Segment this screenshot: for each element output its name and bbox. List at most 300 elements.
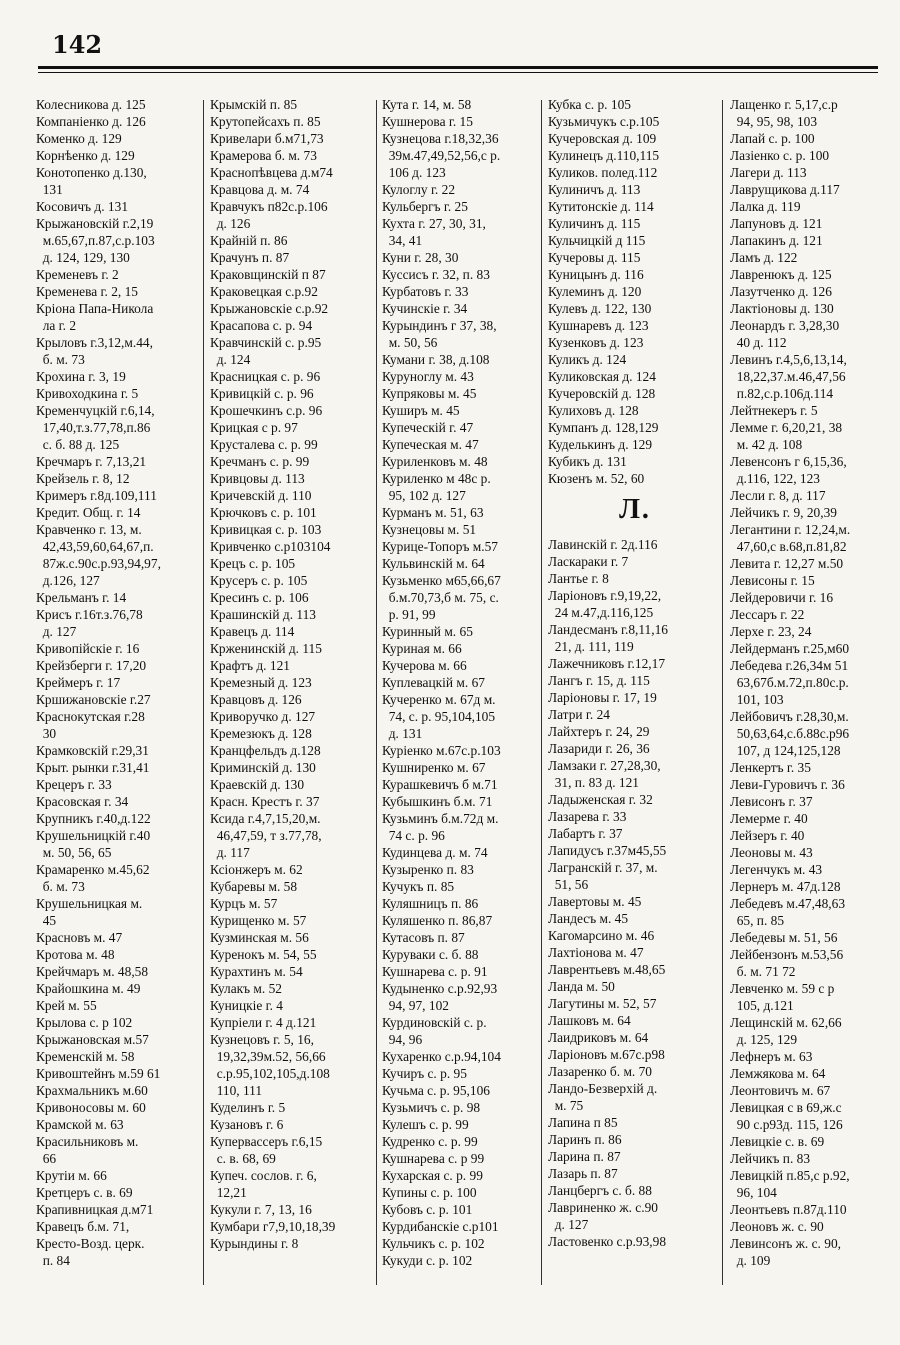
directory-entry: Кубовъ с. р. 101: [382, 1202, 473, 1217]
directory-entry: 21, д. 111, 119: [548, 639, 634, 654]
directory-entry: Краснокутская г.28: [36, 709, 145, 724]
directory-entry: Крючковъ с. р. 101: [210, 505, 317, 520]
directory-entry: Левисонъ г. 37: [730, 794, 813, 809]
directory-entry: Кузнецовъ г. 5, 16,: [210, 1032, 314, 1047]
directory-entry: Кулиничъ д. 113: [548, 182, 641, 197]
directory-entry: Кукуди с. р. 102: [382, 1253, 473, 1268]
directory-entry: Кюзенъ м. 52, 60: [548, 471, 645, 486]
directory-entry: 51, 56: [548, 877, 589, 892]
directory-entry: п.82,с.р.106д.114: [730, 386, 834, 401]
directory-entry: Кредит. Общ. г. 14: [36, 505, 141, 520]
directory-entry: 101, 103: [730, 692, 784, 707]
directory-entry: Кременчуцкій г.6,14,: [36, 403, 155, 418]
directory-column-4: [548, 96, 722, 1305]
directory-entry: с. б. 88 д. 125: [36, 437, 120, 452]
directory-entry: Крисъ г.16т.з.76,78: [36, 607, 143, 622]
directory-entry: Кумани г. 38, д.108: [382, 352, 490, 367]
directory-entry: Лазарева г. 33: [548, 809, 627, 824]
directory-entry: Ларина п. 87: [548, 1149, 621, 1164]
directory-entry: Колесникова д. 125: [36, 97, 146, 112]
header-rule: [38, 66, 878, 73]
directory-entry: Крымскій п. 85: [210, 97, 298, 112]
directory-entry: Куляшницъ п. 86: [382, 896, 479, 911]
directory-entry: Кушнарева с. р. 91: [382, 964, 488, 979]
directory-entry: Кременева г. 2, 15: [36, 284, 138, 299]
directory-entry: Кучьма с. р. 95,106: [382, 1083, 490, 1098]
directory-entry: Кудыненко с.р.92,93: [382, 981, 498, 996]
directory-entry: Кречманъ с. р. 99: [210, 454, 310, 469]
directory-entry: Лазарь п. 87: [548, 1166, 618, 1181]
directory-entry: Крутіи м. 66: [36, 1168, 107, 1183]
directory-entry: Краковецкая с.р.92: [210, 284, 318, 299]
directory-entry: 94, 96: [382, 1032, 423, 1047]
directory-entry: Крецеръ г. 33: [36, 777, 112, 792]
directory-entry: Левинсонъ ж. с. 90,: [730, 1236, 841, 1251]
directory-entry: м. 50, 56: [382, 335, 438, 350]
directory-entry: 131: [36, 182, 63, 197]
directory-entry: Криворучко д. 127: [210, 709, 316, 724]
directory-entry: д. 125, 129: [730, 1032, 798, 1047]
directory-entry: Кресинъ с. р. 106: [210, 590, 309, 605]
directory-entry: 110, 111: [210, 1083, 263, 1098]
directory-entry: 74, с. р. 95,104,105: [382, 709, 496, 724]
directory-entry: Крайній п. 86: [210, 233, 288, 248]
directory-entry: Лазаренко б. м. 70: [548, 1064, 652, 1079]
directory-entry: Левицкій п.85,с р.92,: [730, 1168, 850, 1183]
directory-entry: Крей м. 55: [36, 998, 97, 1013]
directory-entry: Ланцбергъ с. б. 88: [548, 1183, 652, 1198]
directory-entry: Кумпанъ д. 128,129: [548, 420, 659, 435]
directory-entry: Лебедевъ м.47,48,63: [730, 896, 846, 911]
directory-entry: Куруваки с. б. 88: [382, 947, 479, 962]
directory-entry: Курбатовъ г. 33: [382, 284, 469, 299]
directory-entry: Курцъ м. 57: [210, 896, 278, 911]
directory-entry: Крамской м. 63: [36, 1117, 124, 1132]
directory-entry: Крейзберги г. 17,20: [36, 658, 147, 673]
directory-entry: Ланда м. 50: [548, 979, 615, 994]
directory-entry: Крамерова б. м. 73: [210, 148, 317, 163]
directory-entry: 34, 41: [382, 233, 423, 248]
directory-entry: Кучерова м. 66: [382, 658, 467, 673]
directory-entry: 106 д. 123: [382, 165, 446, 180]
directory-entry: Кузьменко м65,66,67: [382, 573, 501, 588]
column-divider: [376, 100, 377, 1285]
directory-entry: Куриная м. 66: [382, 641, 462, 656]
directory-entry: Лактіоновы д. 130: [730, 301, 834, 316]
directory-entry: Кушниренко м. 67: [382, 760, 486, 775]
directory-entry: Кульчикъ с. р. 102: [382, 1236, 485, 1251]
directory-entry: д. 124: [210, 352, 251, 367]
directory-entry: Крусеръ с. р. 105: [210, 573, 308, 588]
directory-entry: р. 91, 99: [382, 607, 436, 622]
directory-entry: Куницкіе г. 4: [210, 998, 284, 1013]
directory-entry: Курашкевичъ б м.71: [382, 777, 498, 792]
directory-entry: Кубикъ д. 131: [548, 454, 627, 469]
directory-entry: Лапуновъ д. 121: [730, 216, 823, 231]
directory-entry: д.116, 122, 123: [730, 471, 821, 486]
directory-entry: Кузьминъ б.м.72д м.: [382, 811, 499, 826]
directory-entry: Ладыженская г. 32: [548, 792, 653, 807]
directory-entry: Лаврущикова д.117: [730, 182, 840, 197]
directory-entry: 105, д.121: [730, 998, 794, 1013]
directory-entry: Ларіоновъ г.9,19,22,: [548, 588, 662, 603]
directory-column-5: [730, 96, 890, 1305]
directory-entry: Кульчицкій д 115: [548, 233, 646, 248]
directory-entry: Кузенковъ д. 123: [548, 335, 644, 350]
directory-entry: Краковщинскій п 87: [210, 267, 326, 282]
directory-entry: Леонардъ г. 3,28,30: [730, 318, 840, 333]
directory-entry: 24 м.47,д.116,125: [548, 605, 654, 620]
directory-entry: Лаидриковъ м. 64: [548, 1030, 649, 1045]
directory-entry: Кузыренко п. 83: [382, 862, 474, 877]
directory-entry: Куриленковъ м. 48: [382, 454, 488, 469]
directory-entry: Левенсонъ г 6,15,36,: [730, 454, 847, 469]
directory-entry: Лерхе г. 23, 24: [730, 624, 812, 639]
directory-entry: 94, 97, 102: [382, 998, 449, 1013]
directory-entry: Купеческій г. 47: [382, 420, 474, 435]
directory-entry: Кретцеръ с. в. 69: [36, 1185, 133, 1200]
directory-entry: Кучинскіе г. 34: [382, 301, 468, 316]
directory-entry: Куруноглу м. 43: [382, 369, 474, 384]
directory-entry: Левченко м. 59 с р: [730, 981, 835, 996]
directory-entry: Кривченко с.р103104: [210, 539, 331, 554]
directory-entry: Кравцова д. м. 74: [210, 182, 310, 197]
directory-entry: Кушнарева с. р 99: [382, 1151, 485, 1166]
directory-entry: Ларіоновъ м.67с.р98: [548, 1047, 665, 1062]
directory-entry: Лахтіонова м. 47: [548, 945, 644, 960]
directory-entry: Кузнецова г.18,32,36: [382, 131, 499, 146]
directory-entry: Куріенко м.67с.р.103: [382, 743, 501, 758]
directory-entry: Крашинскій д. 113: [210, 607, 316, 622]
directory-entry: Курындины г. 8: [210, 1236, 299, 1251]
directory-entry: Крженинскій д. 115: [210, 641, 322, 656]
directory-entry: Лазариди г. 26, 36: [548, 741, 650, 756]
directory-entry: м. 50, 56, 65: [36, 845, 112, 860]
directory-entry: Кутитонскіе д. 114: [548, 199, 654, 214]
directory-entry: Кулеминъ д. 120: [548, 284, 642, 299]
directory-entry: Кучеровская д. 109: [548, 131, 657, 146]
directory-entry: Кукули г. 7, 13, 16: [210, 1202, 312, 1217]
directory-entry: 12,21: [210, 1185, 247, 1200]
directory-entry: Ламъ д. 122: [730, 250, 798, 265]
directory-entry: Крачунъ п. 87: [210, 250, 290, 265]
directory-entry: 40 д. 112: [730, 335, 787, 350]
directory-entry: Легенчукъ м. 43: [730, 862, 823, 877]
directory-entry: Кучукъ п. 85: [382, 879, 455, 894]
directory-entry: Курице-Топоръ м.57: [382, 539, 498, 554]
directory-entry: 63,67б.м.72,п.80с.р.: [730, 675, 849, 690]
directory-entry: с.р.95,102,105,д.108: [210, 1066, 330, 1081]
directory-entry: Крусталева с. р. 99: [210, 437, 318, 452]
directory-entry: Крецъ с. р. 105: [210, 556, 296, 571]
directory-entry: Куликов. полед.112: [548, 165, 658, 180]
directory-entry: 17,40,т.з.77,78,п.86: [36, 420, 151, 435]
directory-entry: 90 с.р93д. 115, 126: [730, 1117, 843, 1132]
directory-entry: Лабартъ г. 37: [548, 826, 623, 841]
directory-entry: Крейчмаръ м. 48,58: [36, 964, 149, 979]
directory-entry: Лалка д. 119: [730, 199, 801, 214]
directory-entry: Лажечниковъ г.12,17: [548, 656, 666, 671]
directory-entry: Ландо-Безверхій д.: [548, 1081, 658, 1096]
directory-entry: Левита г. 12,27 м.50: [730, 556, 844, 571]
directory-entry: Красильниковъ м.: [36, 1134, 139, 1149]
directory-entry: Краснопѣвцева д.м74: [210, 165, 333, 180]
directory-entry: Курахтинъ м. 54: [210, 964, 303, 979]
directory-entry: Кухта г. 27, 30, 31,: [382, 216, 486, 231]
directory-entry: Латри г. 24: [548, 707, 610, 722]
directory-entry: Кубка с. р. 105: [548, 97, 631, 112]
directory-entry: Крошечкинъ с.р. 96: [210, 403, 323, 418]
directory-entry: Крыжановскій г.2,19: [36, 216, 154, 231]
directory-entry: Куренокъ м. 54, 55: [210, 947, 317, 962]
directory-entry: Лемме г. 6,20,21, 38: [730, 420, 843, 435]
directory-entry: 96, 104: [730, 1185, 777, 1200]
directory-entry: Лашковъ м. 64: [548, 1013, 631, 1028]
directory-entry: Кучиръ с. р. 95: [382, 1066, 467, 1081]
directory-entry: Крафтъ д. 121: [210, 658, 290, 673]
directory-entry: Кріона Папа-Никола: [36, 301, 154, 316]
directory-entry: Ксида г.4,7,15,20,м.: [210, 811, 321, 826]
directory-entry: Лавренюкъ д. 125: [730, 267, 832, 282]
directory-entry: д. 117: [210, 845, 250, 860]
directory-entry: Куринный м. 65: [382, 624, 473, 639]
directory-entry: Лейтнекеръ г. 5: [730, 403, 818, 418]
directory-entry: Кубаревы м. 58: [210, 879, 298, 894]
directory-entry: 95, 102 д. 127: [382, 488, 466, 503]
directory-entry: Ландесманъ г.8,11,16: [548, 622, 668, 637]
directory-entry: Лащенко г. 5,17,с.р: [730, 97, 838, 112]
directory-entry: Кравчинскій с. р.95: [210, 335, 322, 350]
directory-entry: Купеческая м. 47: [382, 437, 479, 452]
directory-entry: Куширъ м. 45: [382, 403, 460, 418]
directory-entry: Леоновы м. 43: [730, 845, 813, 860]
directory-entry: Курищенко м. 57: [210, 913, 307, 928]
directory-entry: Куницынъ д. 116: [548, 267, 644, 282]
directory-entry: Курдиновскій с. р.: [382, 1015, 487, 1030]
directory-entry: Конотопенко д.130,: [36, 165, 147, 180]
directory-entry: б.м.70,73,б м. 75, с.: [382, 590, 499, 605]
directory-entry: Кривоштейнъ м.59 61: [36, 1066, 161, 1081]
directory-entry: Кравченко г. 13, м.: [36, 522, 142, 537]
column-divider: [541, 100, 542, 1285]
directory-entry: Кречмаръ г. 7,13,21: [36, 454, 147, 469]
directory-entry: 74 с. р. 96: [382, 828, 445, 843]
directory-entry: Кучеровскій д. 128: [548, 386, 656, 401]
directory-entry: Кушнаревъ д. 123: [548, 318, 649, 333]
directory-entry: Кулакъ м. 52: [210, 981, 282, 996]
directory-entry: Лавриненко ж. с.90: [548, 1200, 658, 1215]
directory-entry: 19,32,39м.52, 56,66: [210, 1049, 326, 1064]
directory-entry: Лаврентьевъ м.48,65: [548, 962, 666, 977]
directory-entry: Крыжановская м.57: [36, 1032, 149, 1047]
directory-entry: Кузнецовы м. 51: [382, 522, 477, 537]
directory-entry: Красновъ м. 47: [36, 930, 123, 945]
directory-entry: Красн. Крестъ г. 37: [210, 794, 320, 809]
directory-entry: Кравчукъ п82с.р.106: [210, 199, 328, 214]
directory-entry: Куделинъ г. 5: [210, 1100, 286, 1115]
directory-entry: Крушельницкій г.40: [36, 828, 151, 843]
directory-entry: Кричевскій д. 110: [210, 488, 312, 503]
page-number: 142: [52, 30, 103, 59]
directory-entry: Кулинецъ д.110,115: [548, 148, 660, 163]
directory-entry: Купервассеръ г.6,15: [210, 1134, 323, 1149]
directory-entry: Крыловъ г.3,12,м.44,: [36, 335, 153, 350]
directory-entry: Кагомарсино м. 46: [548, 928, 655, 943]
directory-entry: Коменко д. 129: [36, 131, 122, 146]
directory-entry: Крапивницкая д.м71: [36, 1202, 154, 1217]
directory-entry: Красницкая с. р. 96: [210, 369, 321, 384]
directory-column-1: [36, 96, 203, 1305]
directory-entry: Кульбергъ г. 25: [382, 199, 468, 214]
directory-entry: Кулиховъ д. 128: [548, 403, 639, 418]
directory-entry: Компаніенко д. 126: [36, 114, 146, 129]
directory-entry: Кротова м. 48: [36, 947, 115, 962]
directory-entry: Куличинъ д. 115: [548, 216, 641, 231]
directory-entry: Лагери д. 113: [730, 165, 807, 180]
directory-entry: д. 127: [548, 1217, 589, 1232]
directory-entry: Кравецъ д. 114: [210, 624, 295, 639]
directory-entry: Крыт. рынки г.31,41: [36, 760, 150, 775]
directory-entry: Кривоходкина г. 5: [36, 386, 139, 401]
directory-entry: Кушнерова г. 15: [382, 114, 473, 129]
directory-entry: Куриленко м 48с р.: [382, 471, 491, 486]
directory-entry: Крамаренко м.45,62: [36, 862, 150, 877]
directory-entry: Лапидусъ г.37м45,55: [548, 843, 667, 858]
directory-entry: Лазутченко д. 126: [730, 284, 832, 299]
directory-entry: 50,63,64,с.б.88с.р96: [730, 726, 850, 741]
directory-entry: Кулевъ д. 122, 130: [548, 301, 652, 316]
directory-entry: Левицкая с в 69,ж.с: [730, 1100, 842, 1115]
directory-entry: Кремезюкъ д. 128: [210, 726, 312, 741]
directory-entry: Лантье г. 8: [548, 571, 609, 586]
directory-entry: Лавинскій г. 2д.116: [548, 537, 658, 552]
directory-entry: д. 131: [382, 726, 423, 741]
directory-entry: Курдибанскіе с.р101: [382, 1219, 499, 1234]
directory-entry: д. 124, 129, 130: [36, 250, 130, 265]
directory-entry: Левисоны г. 15: [730, 573, 815, 588]
directory-entry: Лессаръ г. 22: [730, 607, 805, 622]
column-divider: [203, 100, 204, 1285]
directory-entry: Крылова с. р 102: [36, 1015, 133, 1030]
directory-entry: Кульвинскій м. 64: [382, 556, 485, 571]
directory-entry: Лагранскій г. 37, м.: [548, 860, 658, 875]
directory-entry: Ксіонжеръ м. 62: [210, 862, 303, 877]
directory-entry: Криминскій д. 130: [210, 760, 316, 775]
directory-entry: Кузьмичъ с. р. 98: [382, 1100, 481, 1115]
directory-entry: Левинъ г.4,5,6,13,14,: [730, 352, 847, 367]
directory-entry: Кресто-Возд. церк.: [36, 1236, 145, 1251]
directory-entry: Кривицкая с. р. 103: [210, 522, 322, 537]
directory-entry: м. 75: [548, 1098, 584, 1113]
directory-entry: Красапова с. р. 94: [210, 318, 313, 333]
directory-column-3: [382, 96, 541, 1305]
directory-entry: Кримеръ г.8д.109,111: [36, 488, 157, 503]
directory-entry: 46,47,59, т з.77,78,: [210, 828, 322, 843]
directory-entry: Лагутины м. 52, 57: [548, 996, 657, 1011]
directory-entry: Кремезный д. 123: [210, 675, 312, 690]
directory-entry: 65, п. 85: [730, 913, 785, 928]
directory-entry: Кухаренко с.р.94,104: [382, 1049, 501, 1064]
directory-entry: Купряковы м. 45: [382, 386, 477, 401]
directory-entry: б. м. 71 72: [730, 964, 796, 979]
directory-entry: б. м. 73: [36, 352, 85, 367]
directory-entry: 45: [36, 913, 57, 928]
directory-entry: Кузьмичукъ с.р.105: [548, 114, 660, 129]
directory-entry: Крайошкина м. 49: [36, 981, 141, 996]
directory-column-2: [210, 96, 376, 1305]
directory-entry: Лейчикъ п. 83: [730, 1151, 811, 1166]
directory-entry: Кривопійскіе г. 16: [36, 641, 140, 656]
directory-entry: Куликъ д. 124: [548, 352, 627, 367]
directory-entry: Кузминская м. 56: [210, 930, 309, 945]
directory-entry: м. 42 д. 108: [730, 437, 803, 452]
directory-entry: Купріели г. 4 д.121: [210, 1015, 317, 1030]
directory-entry: 47,60,с в.68,п.81,82: [730, 539, 847, 554]
directory-entry: Куделькинъ д. 129: [548, 437, 653, 452]
directory-entry: Кременскій м. 58: [36, 1049, 135, 1064]
directory-entry: Ларинъ п. 86: [548, 1132, 622, 1147]
directory-entry: Куни г. 28, 30: [382, 250, 459, 265]
directory-entry: Кумбари г7,9,10,18,39: [210, 1219, 336, 1234]
directory-entry: Курындинъ г 37, 38,: [382, 318, 497, 333]
directory-entry: Кучеренко м. 67д м.: [382, 692, 496, 707]
directory-entry: Краевскій д. 130: [210, 777, 305, 792]
directory-entry: 31, п. 83 д. 121: [548, 775, 639, 790]
directory-entry: Лейзеръ г. 40: [730, 828, 805, 843]
directory-entry: 66: [36, 1151, 57, 1166]
directory-entry: Крутопейсахъ п. 85: [210, 114, 321, 129]
directory-entry: 87ж.с.90с.р.93,94,97,: [36, 556, 161, 571]
directory-entry: Кудинцева д. м. 74: [382, 845, 488, 860]
column-divider: [722, 100, 723, 1285]
directory-entry: Крицкая с р. 97: [210, 420, 298, 435]
directory-entry: Крупникъ г.40,д.122: [36, 811, 151, 826]
directory-entry: Куплевацкій м. 67: [382, 675, 485, 690]
directory-entry: 18,22,37.м.46,47,56: [730, 369, 846, 384]
directory-entry: Кута г. 14, м. 58: [382, 97, 472, 112]
directory-entry: Крушельницкая м.: [36, 896, 143, 911]
directory-entry: Лейдерманъ г.25,м60: [730, 641, 850, 656]
directory-entry: Косовичъ д. 131: [36, 199, 129, 214]
directory-entry: Лазіенко с. р. 100: [730, 148, 830, 163]
directory-entry: Кулешъ с. р. 99: [382, 1117, 469, 1132]
directory-entry: Кременевъ г. 2: [36, 267, 119, 282]
directory-entry: Ландесъ м. 45: [548, 911, 629, 926]
directory-entry: Купины с. р. 100: [382, 1185, 477, 1200]
directory-entry: Кранцфельдъ д.128: [210, 743, 321, 758]
directory-entry: Крахмальникъ м.60: [36, 1083, 148, 1098]
directory-entry: Лесли г. 8, д. 117: [730, 488, 826, 503]
directory-entry: Кривцовы д. 113: [210, 471, 305, 486]
directory-entry: Лейбензонъ м.53,56: [730, 947, 844, 962]
directory-entry: Леоновъ ж. с. 90: [730, 1219, 824, 1234]
directory-entry: Крыжановскіе с.р.92: [210, 301, 329, 316]
directory-entry: Кравецъ б.м. 71,: [36, 1219, 130, 1234]
directory-entry: Леонтовичъ м. 67: [730, 1083, 831, 1098]
directory-entry: Лефнеръ м. 63: [730, 1049, 813, 1064]
directory-entry: Лещинскій м. 62,66: [730, 1015, 842, 1030]
directory-entry: ла г. 2: [36, 318, 77, 333]
section-letter-heading: Л.: [619, 494, 651, 525]
directory-entry: 30: [36, 726, 57, 741]
directory-entry: Креймеръ г. 17: [36, 675, 121, 690]
directory-entry: Кулоглу г. 22: [382, 182, 456, 197]
directory-entry: Кршижановскіе г.27: [36, 692, 151, 707]
directory-entry: Лейдеровичи г. 16: [730, 590, 834, 605]
directory-entry: д. 127: [36, 624, 77, 639]
directory-entry: Кривелари б.м71,73: [210, 131, 324, 146]
directory-entry: Лейбовичъ г.28,30,м.: [730, 709, 849, 724]
